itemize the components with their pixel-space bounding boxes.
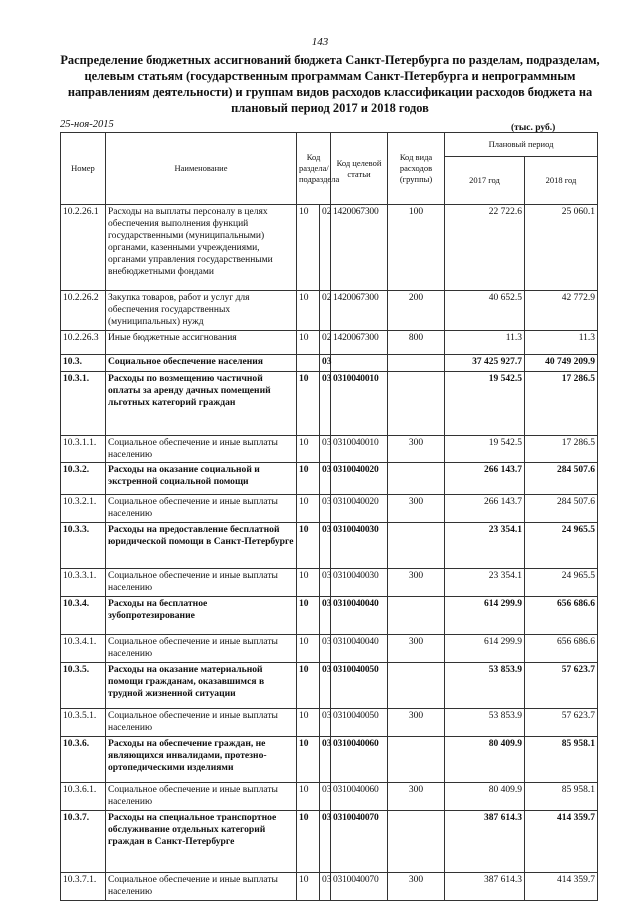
row-group-code <box>388 597 445 635</box>
row-section-code: 10 <box>297 463 320 495</box>
row-name: Социальное обеспечение населения <box>106 355 297 372</box>
units-label: (тыс. руб.) <box>511 123 556 133</box>
row-amount-2018: 656 686.6 <box>525 597 598 635</box>
row-target-code: 0310040060 <box>331 737 388 783</box>
row-amount-2017: 53 853.9 <box>445 663 525 709</box>
header-target: Код целевой статьи <box>331 133 388 205</box>
row-subsection-code: 03 <box>320 569 331 597</box>
row-group-code: 300 <box>388 569 445 597</box>
row-target-code: 1420067300 <box>331 205 388 291</box>
row-group-code: 300 <box>388 436 445 463</box>
row-section-code: 10 <box>297 737 320 783</box>
header-year-2018: 2018 год <box>525 157 598 205</box>
row-group-code: 300 <box>388 709 445 737</box>
row-amount-2018: 414 359.7 <box>525 873 598 901</box>
row-number: 10.3.1. <box>61 372 106 436</box>
row-section-code: 10 <box>297 495 320 523</box>
row-amount-2017: 80 409.9 <box>445 737 525 783</box>
table-row <box>61 436 598 463</box>
table-row <box>61 811 598 873</box>
table-row <box>61 355 598 372</box>
row-subsection-code: 03 <box>320 436 331 463</box>
row-amount-2018: 40 749 209.9 <box>525 355 598 372</box>
table-row <box>61 372 598 436</box>
row-subsection-code: 03 <box>320 873 331 901</box>
row-amount-2018: 24 965.5 <box>525 523 598 569</box>
row-amount-2017: 614 299.9 <box>445 597 525 635</box>
row-amount-2018: 24 965.5 <box>525 569 598 597</box>
row-subsection-code: 03 <box>320 523 331 569</box>
row-name: Социальное обеспечение и иные выплаты населению <box>106 873 297 901</box>
row-number: 10.2.26.1 <box>61 205 106 291</box>
table-row <box>61 783 598 811</box>
row-section-code: 10 <box>297 523 320 569</box>
row-amount-2018: 284 507.6 <box>525 495 598 523</box>
row-section-code: 10 <box>297 709 320 737</box>
row-target-code: 0310040030 <box>331 569 388 597</box>
row-number: 10.3.2.1. <box>61 495 106 523</box>
row-amount-2017: 266 143.7 <box>445 463 525 495</box>
row-target-code: 0310040010 <box>331 372 388 436</box>
page-number: 143 <box>311 36 329 48</box>
row-amount-2018: 57 623.7 <box>525 709 598 737</box>
row-section-code: 10 <box>297 436 320 463</box>
row-group-code: 300 <box>388 873 445 901</box>
row-target-code: 0310040020 <box>331 463 388 495</box>
row-target-code <box>331 355 388 372</box>
row-name: Социальное обеспечение и иные выплаты населению <box>106 495 297 523</box>
table-row <box>61 291 598 331</box>
row-group-code: 200 <box>388 291 445 331</box>
row-amount-2018: 57 623.7 <box>525 663 598 709</box>
row-number: 10.2.26.3 <box>61 331 106 355</box>
row-group-code <box>388 463 445 495</box>
row-name: Расходы на специальное транспортное обслуживание отдельных категорий граждан в Санкт-Петербурге <box>106 811 297 873</box>
row-target-code: 0310040070 <box>331 811 388 873</box>
row-amount-2017: 387 614.3 <box>445 811 525 873</box>
row-target-code: 0310040040 <box>331 635 388 663</box>
row-subsection-code: 03 <box>320 355 331 372</box>
table-row <box>61 569 598 597</box>
row-group-code <box>388 355 445 372</box>
row-number: 10.3.3.1. <box>61 569 106 597</box>
row-section-code: 10 <box>297 331 320 355</box>
row-target-code: 0310040060 <box>331 783 388 811</box>
row-section-code: 10 <box>297 597 320 635</box>
row-name: Социальное обеспечение и иные выплаты населению <box>106 709 297 737</box>
row-target-code: 0310040010 <box>331 436 388 463</box>
row-name: Расходы на оказание материальной помощи гражданам, оказавшимся в трудной жизненной ситуации <box>106 663 297 709</box>
table-row <box>61 737 598 783</box>
table-row <box>61 523 598 569</box>
row-number: 10.3.5. <box>61 663 106 709</box>
row-section-code: 10 <box>297 291 320 331</box>
row-amount-2018: 85 958.1 <box>525 783 598 811</box>
row-number: 10.3.4.1. <box>61 635 106 663</box>
row-amount-2017: 40 652.5 <box>445 291 525 331</box>
row-number: 10.2.26.2 <box>61 291 106 331</box>
header-name: Наименование <box>106 133 297 205</box>
table-row <box>61 495 598 523</box>
row-section-code <box>297 355 320 372</box>
row-amount-2018: 85 958.1 <box>525 737 598 783</box>
row-subsection-code: 03 <box>320 783 331 811</box>
row-section-code: 10 <box>297 569 320 597</box>
row-subsection-code: 03 <box>320 737 331 783</box>
row-number: 10.3.5.1. <box>61 709 106 737</box>
row-amount-2017: 19 542.5 <box>445 372 525 436</box>
row-name: Расходы на предоставление бесплатной юридической помощи в Санкт-Петербурге <box>106 523 297 569</box>
row-number: 10.3.7.1. <box>61 873 106 901</box>
row-amount-2017: 11.3 <box>445 331 525 355</box>
table-row <box>61 205 598 291</box>
table-row <box>61 597 598 635</box>
table-row <box>61 873 598 901</box>
row-group-code: 300 <box>388 635 445 663</box>
row-group-code <box>388 737 445 783</box>
row-target-code: 0310040020 <box>331 495 388 523</box>
row-subsection-code: 02 <box>320 331 331 355</box>
header-plan-period: Плановый период <box>445 133 598 157</box>
row-name: Расходы по возмещению частичной оплаты за аренду дачных помещений льготных категорий граждан <box>106 372 297 436</box>
row-group-code <box>388 811 445 873</box>
row-subsection-code: 03 <box>320 597 331 635</box>
row-subsection-code: 02 <box>320 291 331 331</box>
row-name: Расходы на выплаты персоналу в целях обеспечения выполнения функций государственными (муниципальными) органами, казенными учреждениями, органами управления государственными внебюджетными фондами <box>106 205 297 291</box>
row-amount-2018: 17 286.5 <box>525 436 598 463</box>
row-name: Закупка товаров, работ и услуг для обеспечения государственных (муниципальных) нужд <box>106 291 297 331</box>
row-number: 10.3.2. <box>61 463 106 495</box>
row-subsection-code: 03 <box>320 663 331 709</box>
row-group-code <box>388 663 445 709</box>
row-amount-2017: 387 614.3 <box>445 873 525 901</box>
row-group-code: 300 <box>388 495 445 523</box>
row-target-code: 1420067300 <box>331 331 388 355</box>
row-amount-2018: 414 359.7 <box>525 811 598 873</box>
row-section-code: 10 <box>297 811 320 873</box>
row-amount-2017: 19 542.5 <box>445 436 525 463</box>
budget-table <box>60 132 598 901</box>
row-number: 10.3. <box>61 355 106 372</box>
table-row <box>61 635 598 663</box>
row-section-code: 10 <box>297 783 320 811</box>
header-year-2017: 2017 год <box>445 157 525 205</box>
row-amount-2018: 25 060.1 <box>525 205 598 291</box>
row-name: Социальное обеспечение и иные выплаты населению <box>106 436 297 463</box>
row-group-code <box>388 372 445 436</box>
row-amount-2018: 284 507.6 <box>525 463 598 495</box>
row-target-code: 0310040050 <box>331 709 388 737</box>
row-target-code: 1420067300 <box>331 291 388 331</box>
row-name: Социальное обеспечение и иные выплаты населению <box>106 635 297 663</box>
row-amount-2017: 22 722.6 <box>445 205 525 291</box>
document-date: 25-ноя-2015 <box>60 119 114 130</box>
row-amount-2018: 656 686.6 <box>525 635 598 663</box>
row-name: Расходы на оказание социальной и экстренной социальной помощи <box>106 463 297 495</box>
row-name: Социальное обеспечение и иные выплаты населению <box>106 783 297 811</box>
row-amount-2017: 53 853.9 <box>445 709 525 737</box>
row-section-code: 10 <box>297 663 320 709</box>
row-subsection-code: 03 <box>320 635 331 663</box>
row-amount-2017: 614 299.9 <box>445 635 525 663</box>
row-number: 10.3.1.1. <box>61 436 106 463</box>
row-amount-2017: 37 425 927.7 <box>445 355 525 372</box>
row-subsection-code: 02 <box>320 205 331 291</box>
row-amount-2018: 11.3 <box>525 331 598 355</box>
row-number: 10.3.7. <box>61 811 106 873</box>
row-subsection-code: 03 <box>320 709 331 737</box>
header-number: Номер <box>61 133 106 205</box>
table-row <box>61 331 598 355</box>
row-name: Расходы на обеспечение граждан, не являющихся инвалидами, протезно-ортопедическими изделиями <box>106 737 297 783</box>
table-row <box>61 663 598 709</box>
row-target-code: 0310040070 <box>331 873 388 901</box>
row-section-code: 10 <box>297 635 320 663</box>
row-amount-2017: 266 143.7 <box>445 495 525 523</box>
row-section-code: 10 <box>297 205 320 291</box>
row-subsection-code: 03 <box>320 463 331 495</box>
row-number: 10.3.6.1. <box>61 783 106 811</box>
row-section-code: 10 <box>297 873 320 901</box>
row-amount-2017: 23 354.1 <box>445 523 525 569</box>
row-number: 10.3.3. <box>61 523 106 569</box>
row-subsection-code: 03 <box>320 811 331 873</box>
row-group-code: 100 <box>388 205 445 291</box>
table-body <box>61 205 598 901</box>
row-section-code: 10 <box>297 372 320 436</box>
row-group-code: 800 <box>388 331 445 355</box>
row-amount-2018: 42 772.9 <box>525 291 598 331</box>
row-subsection-code: 03 <box>320 495 331 523</box>
header-group: Код вида расходов (группы) <box>388 133 445 205</box>
row-amount-2017: 23 354.1 <box>445 569 525 597</box>
row-group-code: 300 <box>388 783 445 811</box>
row-subsection-code: 03 <box>320 372 331 436</box>
row-group-code <box>388 523 445 569</box>
header-section: Код раздела/ подраздела <box>297 133 331 205</box>
row-target-code: 0310040030 <box>331 523 388 569</box>
row-name: Расходы на бесплатное зубопротезирование <box>106 597 297 635</box>
row-name: Иные бюджетные ассигнования <box>106 331 297 355</box>
row-number: 10.3.6. <box>61 737 106 783</box>
table-row <box>61 463 598 495</box>
document-title: Распределение бюджетных ассигнований бюджета Санкт-Петербурга по разделам, подразделам, целевым статьям (государственным программам Санкт-Петербурга и непрограммным направлениям деятельности) и группам видов расходов классификации расходов бюджета на плановый период 2017 и 2018 годов <box>60 53 600 115</box>
row-number: 10.3.4. <box>61 597 106 635</box>
row-target-code: 0310040050 <box>331 663 388 709</box>
row-amount-2017: 80 409.9 <box>445 783 525 811</box>
table-row <box>61 709 598 737</box>
row-name: Социальное обеспечение и иные выплаты населению <box>106 569 297 597</box>
row-target-code: 0310040040 <box>331 597 388 635</box>
row-amount-2018: 17 286.5 <box>525 372 598 436</box>
